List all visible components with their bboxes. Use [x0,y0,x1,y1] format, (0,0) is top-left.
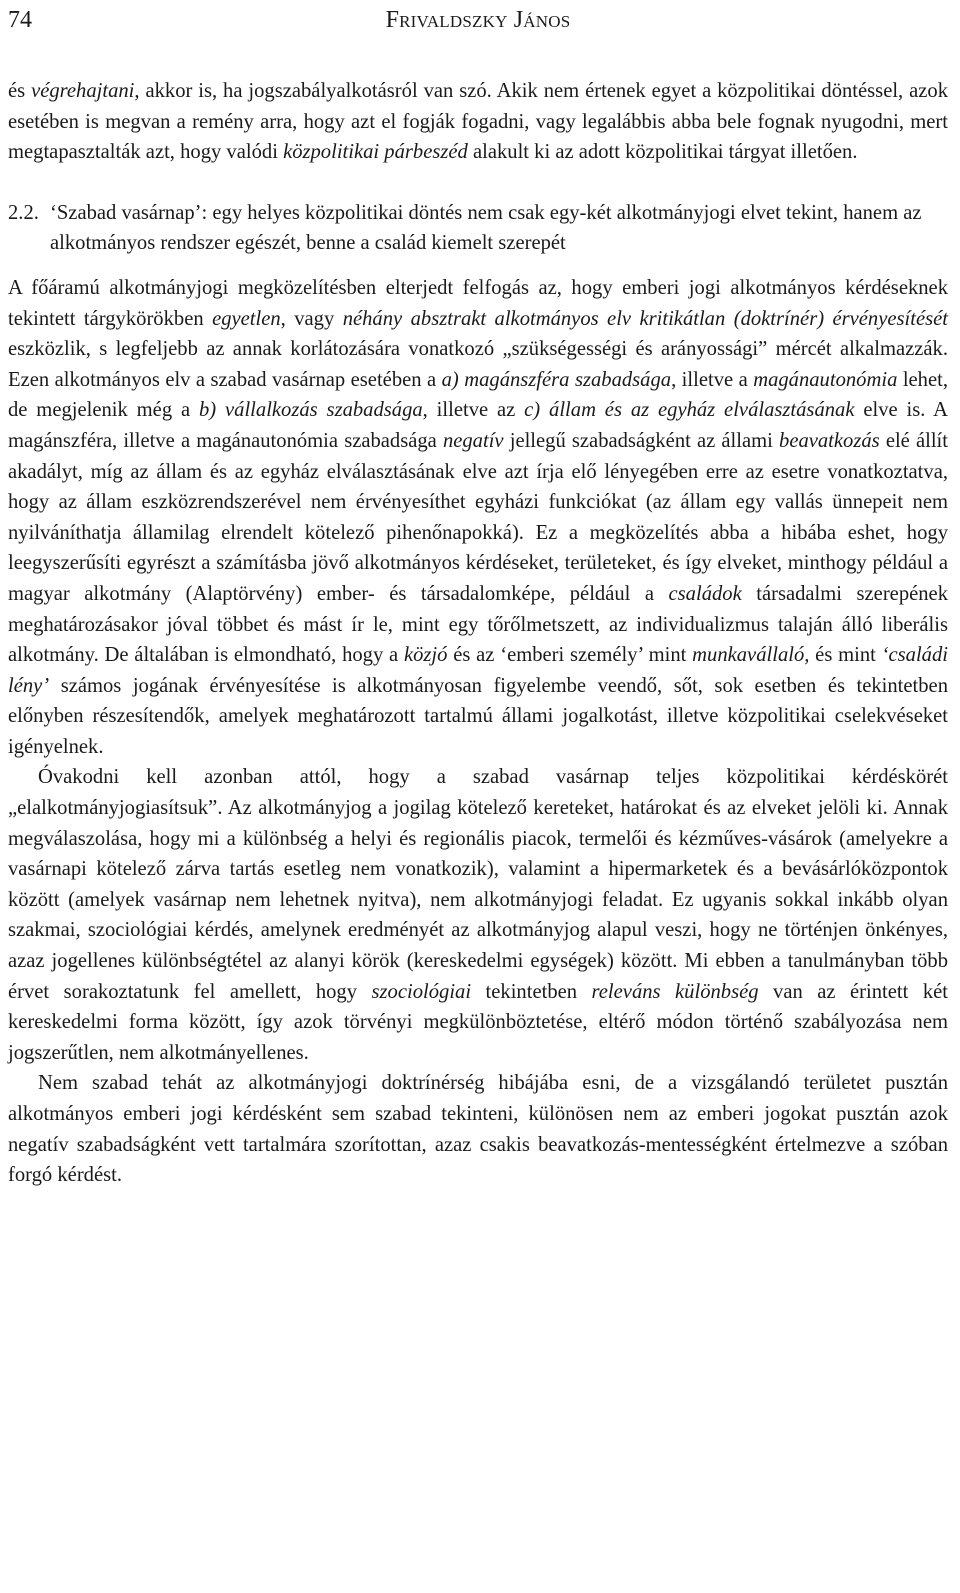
page-header [8,4,948,44]
emphasis: munkavállaló, [692,644,810,667]
paragraph-3 [8,1068,948,1190]
text-run: eszközlik, s legfeljebb az annak korlátozására vonatkozó „szükségességi és arányossági” mércét alkalmazzák. Ezen alkotmányos elv a szabad vasárnap esetében a [8,338,948,391]
text-run: , illetve az [422,399,525,422]
emphasis: c) állam és az egyház elválasztásának [524,399,855,422]
text-run: és az ‘emberi személy’ mint [447,644,693,667]
emphasis: néhány absztrakt alkotmányos elv kritikátlan (doktrínér) érvényesítését [342,307,948,330]
text-run: Nem szabad tehát az alkotmányjogi doktrínérség hibájába esni, de a vizsgálandó területet pusztán alkotmányos emberi jogi kérdésként sem szabad tekinteni, különösen nem az emberi jogokat pusztán azok negatív szabadságként vett tartalmára szorítottan, azaz csakis beavatkozás-mentességként értelmezve a szóban forgó kérdést. [8,1072,948,1187]
spacer [8,259,948,273]
text-run: és mint [809,644,882,667]
text-run: tekintetben [471,980,592,1003]
emphasis: b) vállalkozás szabadsága [199,399,423,422]
emphasis: ‘családi lény’ [8,644,949,697]
section-number: 2.2. [8,201,39,224]
emphasis: közpolitikai párbeszéd [283,141,468,164]
emphasis: a) magánszféra szabadsága [441,368,672,391]
text-run: jellegű szabadságként az állami [503,429,780,452]
emphasis: közjó [403,644,448,667]
running-title: Frivaldszky János [385,7,571,33]
section-heading [8,198,948,259]
text-run: számos jogának érvényesítése is alkotmányosan figyelembe veendő, sőt, sok esetben és tekintetben előnyben részesítendők, amelyek meghatározott tartalmú állami jogalkotást, illetve közpolitikai cselekvéseket igényelnek. [8,674,948,758]
text-run: elve is. A magánszféra, illetve a magánautonómia szabadsága [8,399,949,452]
text-run: , akkor is, ha jogszabályalkotásról van szó. Akik nem értenek egyet a közpolitikai döntéssel, azok esetében is megvan a remény arra, hogy azt el fogják fogadni, vagy legalábbis abba bele fognak nyugodni, mert megtapasztalták azt, hogy valódi [8,80,948,164]
paragraph-intro [8,76,948,168]
spacer [8,168,948,198]
text-run: van az érintett két kereskedelmi forma között, így azok törvényi megkülönböztetése, eltérő módon történő szabályozása nem jogszerűtlen, nem alkotmányellenes. [8,980,949,1064]
text-run: A főáramú alkotmányjogi megközelítésben elterjedt felfogás az, hogy emberi jogi alkotmányos kérdéseknek tekintett tárgykörökben [8,276,948,330]
text-run: társadalmi szerepének meghatározásakor jóval többet és mást ír le, mint egy tőrőlmetszett, az individualizmus talaján álló liberális alkotmány. De általában is elmondható, hogy a [8,582,948,667]
text-run: , vagy [280,307,343,330]
paragraph-2 [8,762,948,1068]
text-run: lehet, de megjelenik még a [8,368,948,422]
section-title: ‘Szabad vasárnap’: egy helyes közpolitikai döntés nem csak egy-két alkotmányjogi elvet tekint, hanem az alkotmányos rendszer egészét, benne a család kiemelt szerepét [50,201,922,255]
emphasis: negatív [442,429,504,452]
paragraph-1 [8,273,948,763]
emphasis: végrehajtani [31,80,135,102]
text-run: alakult ki az adott közpolitikai tárgyat illetően. [467,141,858,164]
emphasis: egyetlen [212,307,281,330]
emphasis: releváns különbség [591,980,759,1003]
emphasis: beavatkozás [779,429,880,452]
text-run: , illetve a [671,368,754,391]
emphasis: magánautonómia [753,368,898,391]
text-run: Óvakodni kell azonban attól, hogy a szabad vasárnap teljes közpolitikai kérdéskörét „elalkotmányjogiasítsuk”. Az alkotmányjog a jogilag kötelező kereteket, határokat és az elveket jelöli ki. Annak megválaszolása, hogy mi a különbség a helyi és regionális piacok, termelői és kézműves-vásárok (amelyekre a vasárnapi kötelező zárva tartás esetleg nem vonatkozik), valamint a hipermarketek és a bevásárlóközpontok között (amelyek vasárnap nem lehetnek nyitva), nem alkotmányjogi feladat. Ez ugyanis sokkal inkább olyan szakmai, szociológiai kérdés, amelynek eredményét az alkotmányjog alapul veszi, hogy ne történjen önkényes, azaz jogellenes különbségtétel az alanyi körök (kereskedelmi egységek) között. Mi ebben a tanulmányban több érvet sorakoztatunk fel amellett, hogy [8,766,948,1003]
body-text [8,76,948,1191]
emphasis: szociológiai [371,980,472,1003]
text-run: elé állít akadályt, míg az állam és az egyház elválasztásának elve azt írja elő lényegében erre az esetre vonatkoztatva, hogy az állam eszközrendszerével nem érvényesíthet egyházi funkciókat (az állam egy vallás ünnepeit nem nyilváníthatja államilag elrendelt kötelező pihenőnapokká). Ez a megközelítés abba a hibába eshet, hogy leegyszerűsíti egyrészt a számításba jövő alkotmányos kérdéseket, területeket, és így elveket, minthogy például a magyar alkotmány (Alaptörvény) ember- és társadalomképe, például a [8,429,948,605]
text-run: és [8,80,32,102]
page-number: 74 [8,7,32,33]
emphasis: családok [668,582,742,605]
